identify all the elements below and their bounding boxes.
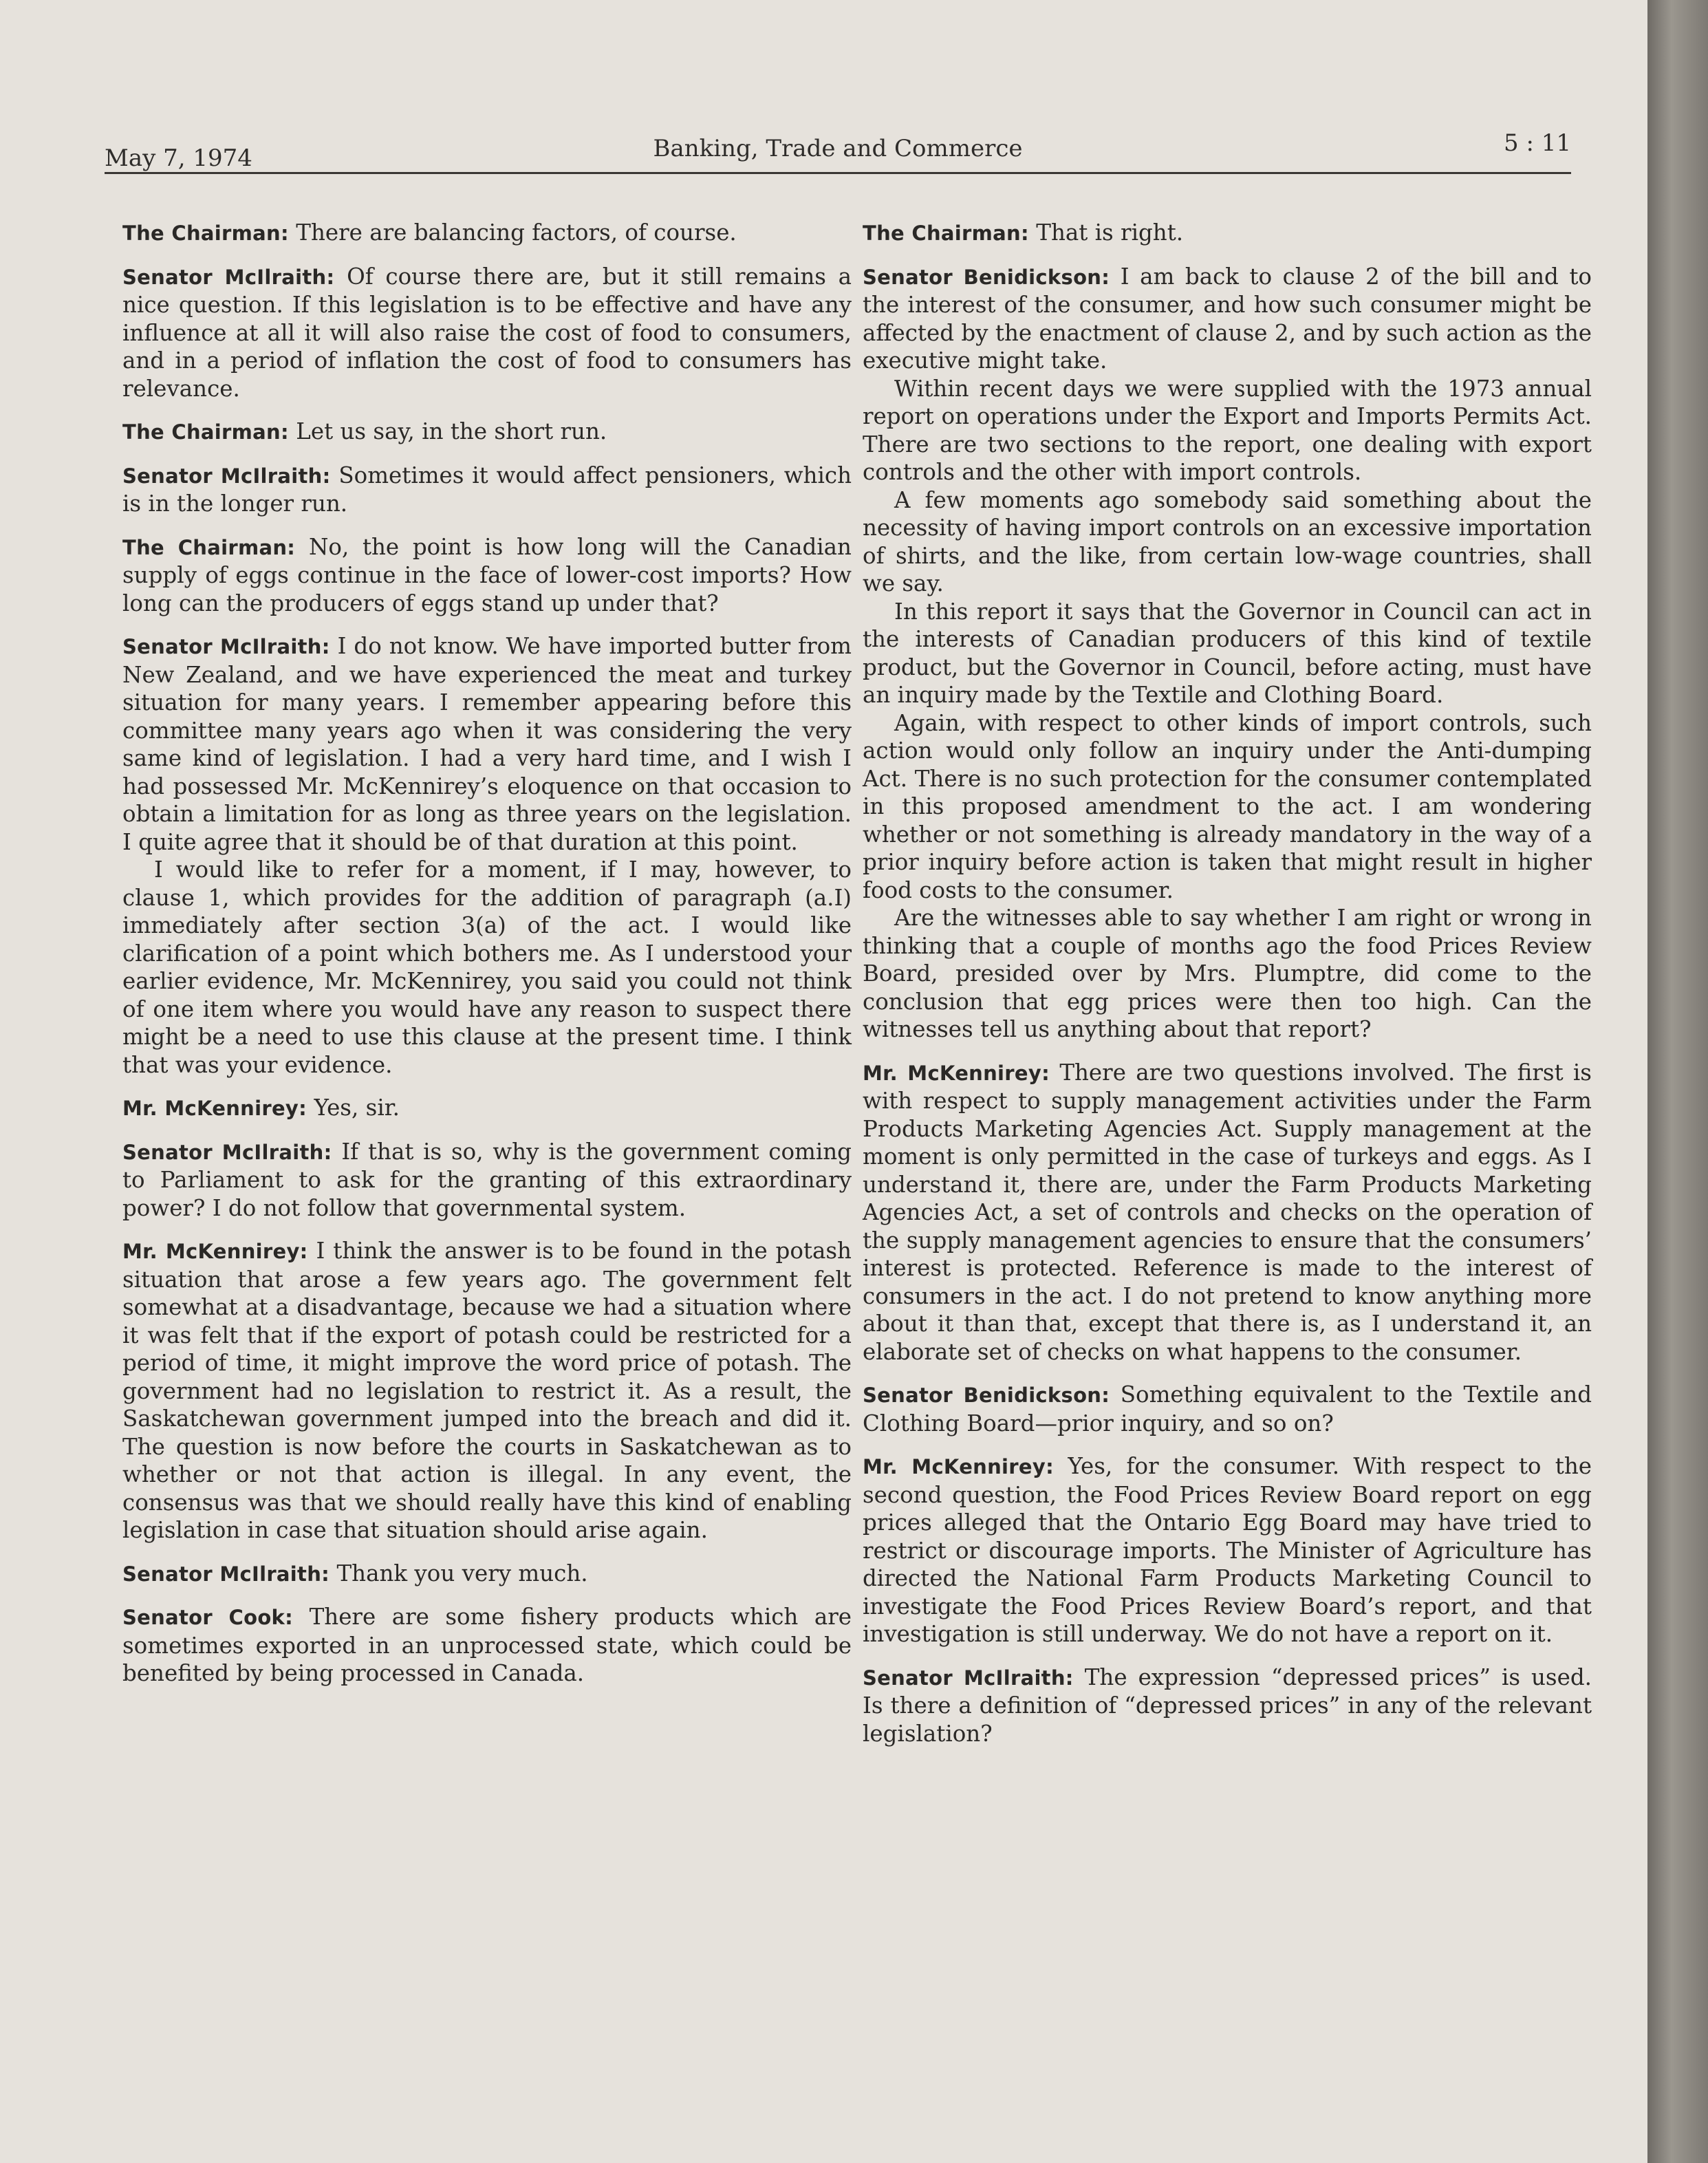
speaker-label: The Chairman: — [122, 222, 289, 245]
speaker-label: Senator Benidickson: — [863, 1384, 1110, 1407]
paragraph-text: Thank you very much. — [336, 1560, 588, 1586]
paragraph — [122, 462, 852, 518]
paragraph-text: That is right. — [1036, 219, 1184, 246]
paragraph — [863, 1381, 1592, 1437]
speaker-label: The Chairman: — [122, 535, 296, 559]
speaker-label: Senator McIlraith: — [863, 1666, 1074, 1690]
paragraph-text: Yes, for the consumer. With respect to the second question, the Food Prices Review Board report on egg prices alleged that the Ontario Egg Board may have tried to restrict or discourage imports. The Minister of Agriculture has directed the National Farm Products Marketing Council to investigate the Food Prices Review Board’s report, and that investigation is still underway. We do not have a report on it. — [863, 1453, 1592, 1647]
right-column — [863, 219, 1592, 1747]
paragraph-text: In this report it says that the Governor in Council can act in the interests of Canadian producers of this kind of textile product, but the Governor in Council, before acting, must have an inquiry made by the Textile and Clothing Board. — [863, 598, 1592, 708]
paragraph-text: Sometimes it would affect pensioners, which is in the longer run. — [122, 462, 852, 517]
paragraph — [122, 1237, 852, 1545]
paragraph-text: I do not know. We have imported butter from New Zealand, and we have experienced the meat and turkey situation for many years. I remember appearing before this committee many years ago when it was considering the very same kind of legislation. I had a very hard time, and I wish I had possessed Mr. McKennirey’s eloquence on that occasion to obtain a limitation for as long as three years on the legislation. I quite agree that it should be of that duration at this point. — [122, 633, 852, 855]
paragraph — [122, 533, 852, 618]
header-rule — [105, 172, 1571, 174]
speaker-label: Senator McIlraith: — [122, 635, 330, 658]
paragraph-text: Of course there are, but it still remains a nice question. If this legislation is to be effective and have any influence at all it will also raise the cost of food to consumers, and in a period of inflation the cost of food to consumers has relevance. — [122, 263, 852, 402]
speaker-label: Mr. McKennirey: — [122, 1240, 308, 1263]
paragraph — [122, 1094, 852, 1123]
paragraph — [863, 219, 1592, 248]
paragraph-text: No, the point is how long will the Canadian supply of eggs continue in the face of lower-cost imports? How long can the producers of eggs stand up under that? — [122, 533, 852, 616]
paragraph — [122, 418, 852, 446]
speaker-label: Mr. McKennirey: — [863, 1455, 1054, 1478]
paragraph — [863, 375, 1592, 486]
paragraph — [122, 632, 852, 856]
speaker-label: Senator Benidickson: — [863, 265, 1110, 289]
paragraph — [863, 1059, 1592, 1366]
paragraph-text: Again, with respect to other kinds of import controls, such action would only follow an inquiry under the Anti-dumping Act. There is no such protection for the consumer contemplated in this proposed amendment to the act. I am wondering whether or not something is already mandatory in the way of a prior inquiry before action is taken that might result in higher food costs to the consumer. — [863, 709, 1592, 903]
paragraph — [863, 1664, 1592, 1748]
paragraph-text: Let us say, in the short run. — [296, 418, 607, 444]
header-page-number: 5 : 11 — [1504, 129, 1571, 157]
paragraph-text: I am back to clause 2 of the bill and to the interest of the consumer, and how such consumer might be affected by the enactment of clause 2, and by such action as the executive might take. — [863, 263, 1592, 374]
left-column — [122, 219, 852, 1688]
speaker-label: Mr. McKennirey: — [863, 1061, 1050, 1085]
header-date: May 7, 1974 — [105, 144, 252, 172]
paragraph — [122, 1138, 852, 1223]
paragraph — [863, 263, 1592, 375]
paragraph-text: Something equivalent to the Textile and Clothing Board—prior inquiry, and so on? — [863, 1381, 1592, 1436]
paragraph-text: If that is so, why is the government coming to Parliament to ask for the granting of this extraordinary power? I do not follow that governmental system. — [122, 1138, 852, 1221]
paragraph — [122, 263, 852, 403]
speaker-label: The Chairman: — [863, 222, 1029, 245]
paragraph-text: There are two questions involved. The first is with respect to supply management activities under the Farm Products Marketing Agencies Act. Supply management at the moment is only permitted in the case of turkeys and eggs. As I understand it, there are, under the Farm Products Marketing Agencies Act, a set of controls and checks on the operation of the supply management agencies to ensure that the consumers’ interest is protected. Reference is made to the interest of consumers in the act. I do not pretend to know anything more about it than that, except that there is, as I understand it, an elaborate set of checks on what happens to the consumer. — [863, 1059, 1592, 1365]
paragraph — [863, 486, 1592, 598]
paragraph-text: Are the witnesses able to say whether I am right or wrong in thinking that a couple of months ago the food Prices Review Board, presided over by Mrs. Plumptre, did come to the conclusion that egg prices were then too high. Can the witnesses tell us anything about that report? — [863, 905, 1592, 1042]
paragraph — [122, 1603, 852, 1688]
paragraph-text: I would like to refer for a moment, if I may, however, to clause 1, which provides for the addition of paragraph (a.I) immediately after section 3(a) of the act. I would like clarification of a point which bothers me. As I understood your earlier evidence, Mr. McKennirey, you said you could not think of one item where you would have any reason to suspect there might be a need to use this clause at the present time. I think that was your evidence. — [122, 857, 852, 1078]
speaker-label: The Chairman: — [122, 420, 289, 444]
paragraph — [863, 904, 1592, 1044]
paragraph-text: There are balancing factors, of course. — [296, 219, 737, 246]
paragraph-text: The expression “depressed prices” is used. Is there a definition of “depressed prices” in any of the relevant legislation? — [863, 1664, 1592, 1747]
speaker-label: Senator Cook: — [122, 1606, 294, 1629]
page-edge — [1647, 0, 1708, 2163]
speaker-label: Senator McIlraith: — [122, 265, 335, 289]
paragraph — [122, 1560, 852, 1589]
paragraph — [863, 709, 1592, 905]
paragraph — [122, 219, 852, 248]
speaker-label: Senator McIlraith: — [122, 464, 331, 488]
paragraph-text: Yes, sir. — [314, 1095, 400, 1121]
paragraph-text: I think the answer is to be found in the potash situation that arose a few years ago. The government felt somewhat at a disadvantage, because we had a situation where it was felt that if the export of potash could be restricted for a period of time, it might improve the word price of potash. The government had no legislation to restrict it. As a result, the Saskatchewan government jumped into the breach and did it. The question is now before the courts in Saskatchewan as to whether or not that action is illegal. In any event, the consensus was that we should really have this kind of enabling legislation in case that situation should arise again. — [122, 1238, 852, 1543]
paragraph-text: Within recent days we were supplied with the 1973 annual report on operations under the Export and Imports Permits Act. There are two sections to the report, one dealing with export controls and the other with import controls. — [863, 375, 1592, 485]
paragraph — [863, 1452, 1592, 1648]
paragraph-text: There are some fishery products which are sometimes exported in an unprocessed state, which could be benefited by being processed in Canada. — [122, 1604, 852, 1686]
paragraph — [863, 598, 1592, 709]
page-header — [105, 129, 1571, 176]
paragraph-text: A few moments ago somebody said something about the necessity of having import controls on an excessive importation of shirts, and the like, from certain low-wage countries, shall we say. — [863, 486, 1592, 596]
speaker-label: Senator McIlraith: — [122, 1562, 330, 1586]
header-title: Banking, Trade and Commerce — [653, 135, 1023, 162]
speaker-label: Senator McIlraith: — [122, 1140, 332, 1164]
speaker-label: Mr. McKennirey: — [122, 1097, 307, 1120]
paragraph — [122, 856, 852, 1079]
